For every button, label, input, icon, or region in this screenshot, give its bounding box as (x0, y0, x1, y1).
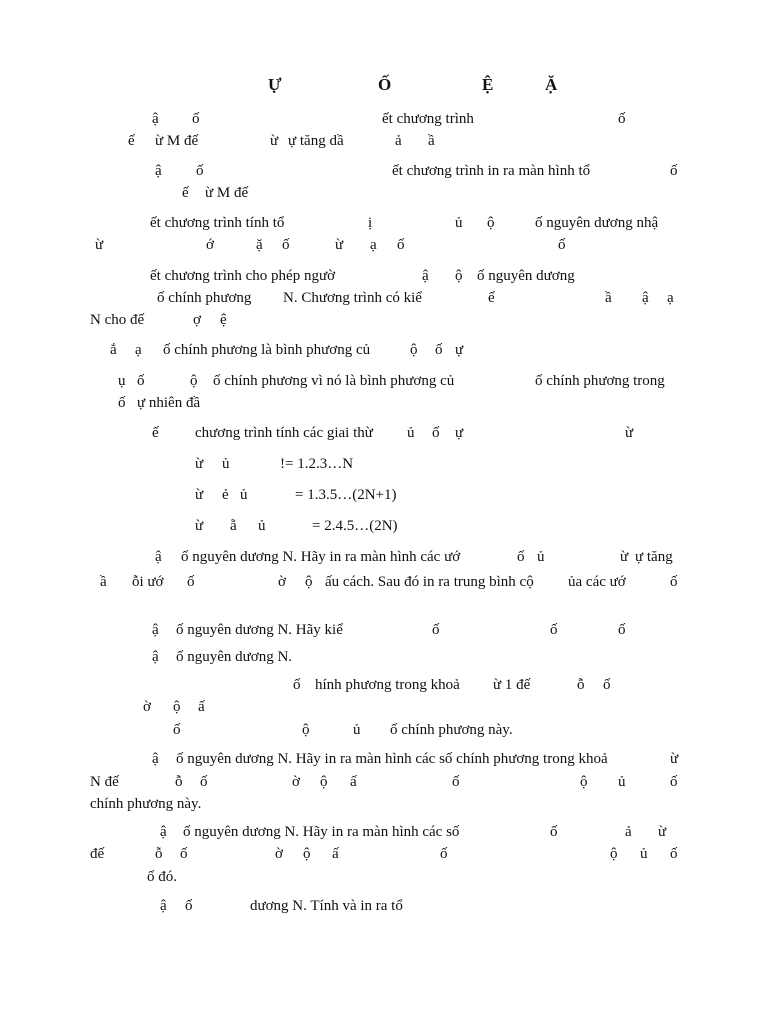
text-fragment: ụ (118, 373, 126, 389)
text-fragment: ậ (155, 549, 162, 565)
text-fragment: đế (90, 846, 105, 862)
text-fragment: ế (128, 133, 135, 149)
text-fragment: ộ (320, 774, 328, 790)
text-fragment: ủ (353, 722, 361, 738)
text-fragment: ẵ (230, 518, 237, 534)
text-fragment: ừ M đế (205, 185, 249, 201)
text-fragment: N. Chương trình có kiể (283, 290, 422, 306)
text-fragment: hính phương trong khoả (315, 677, 460, 693)
text-fragment: ệ (220, 312, 227, 328)
text-fragment: ố (293, 677, 301, 693)
text-fragment: ị (368, 215, 373, 231)
text-fragment: ết chương trình (382, 111, 474, 127)
text-fragment: != 1.2.3…N (280, 456, 354, 472)
text-fragment: ộ (302, 722, 310, 738)
text-fragment: ộ (455, 268, 463, 284)
text-fragment: ừ (195, 456, 204, 472)
text-fragment: ỗi ướ (132, 574, 164, 590)
text-fragment: ủa các ướ (568, 574, 626, 590)
text-fragment: ạ (667, 290, 674, 306)
text-fragment: ủ (455, 215, 463, 231)
text-fragment: ỗ (155, 846, 163, 862)
text-fragment: ậ (155, 163, 162, 179)
text-fragment: ết chương trình cho phép ngườ (150, 268, 336, 284)
text-fragment: ậ (152, 649, 159, 665)
text-fragment: ự tăng dầ (288, 133, 344, 149)
text-fragment: ố (118, 395, 126, 411)
text-fragment: ờ (275, 846, 283, 862)
text-fragment: ố (618, 111, 626, 127)
text-fragment: ừ (195, 487, 204, 503)
text-fragment: ố nguyên dương N. (176, 649, 293, 665)
text-fragment: ố đó. (147, 869, 177, 885)
text-fragment: ố nguyên dương N. Hãy in ra màn hình các số chính phương trong khoả (176, 751, 608, 767)
text-fragment: ậ (642, 290, 649, 306)
text-fragment: ả (625, 824, 632, 840)
text-fragment: ờ (143, 699, 151, 715)
text-fragment: ủ (407, 425, 415, 441)
text-fragment: ố nguyên dương (477, 268, 575, 284)
text-fragment: ộ (190, 373, 198, 389)
text-fragment: ộ (580, 774, 588, 790)
text-fragment: ự (455, 342, 464, 358)
text-fragment: ộ (305, 574, 313, 590)
text-fragment: ố nguyên dương N. Hãy kiể (176, 622, 343, 638)
text-fragment: ố nguyên dương N. Hãy in ra màn hình các số (183, 824, 460, 840)
text-fragment: ố (173, 722, 181, 738)
text-fragment: ấu cách. Sau đó in ra trung bình cộ (325, 574, 534, 590)
text-fragment: ố (618, 622, 626, 638)
text-fragment: ết chương trình tính tổ (150, 215, 285, 231)
text-fragment: ừ (95, 237, 104, 253)
text-fragment: ố nguyên dương nhậ (535, 215, 659, 231)
text-fragment: ố (397, 237, 405, 253)
text-fragment: ố chính phương vì nó là bình phương củ (213, 373, 455, 389)
text-fragment: ộ (173, 699, 181, 715)
text-fragment: ộ (303, 846, 311, 862)
text-fragment: ờ (278, 574, 286, 590)
text-fragment: ố chính phương là bình phương củ (163, 342, 371, 358)
text-fragment: ố (185, 898, 193, 914)
text-fragment: ậ (152, 622, 159, 638)
text-fragment: ủ (240, 487, 248, 503)
text-fragment: ự tăng (635, 549, 673, 565)
text-fragment: ậ (422, 268, 429, 284)
text-fragment: ừ (670, 751, 679, 767)
text-fragment: ố (452, 774, 460, 790)
text-fragment: ậ (160, 898, 167, 914)
text-fragment: ế (182, 185, 189, 201)
text-fragment: ấ (350, 774, 357, 790)
text-fragment: ậ (152, 751, 159, 767)
text-fragment: ố chính phương này. (390, 722, 513, 738)
title-fragment: Ự (268, 75, 282, 94)
text-fragment: ấ (332, 846, 339, 862)
text-fragment: ố (670, 163, 678, 179)
text-fragment: ừ (625, 425, 634, 441)
text-fragment: ừ (270, 133, 279, 149)
text-fragment: ố chính phương trong (535, 373, 665, 389)
text-fragment: ầ (605, 290, 612, 306)
text-fragment: ừ M đế (155, 133, 199, 149)
text-fragment: = 2.4.5…(2N) (312, 518, 398, 534)
text-fragment: ự nhiên đầ (137, 395, 201, 411)
text-fragment: ố (670, 846, 678, 862)
text-fragment: ố (200, 774, 208, 790)
text-fragment: ẻ (222, 487, 229, 503)
text-fragment: ủ (258, 518, 266, 534)
text-fragment: ừ (658, 824, 667, 840)
text-fragment: ạ (370, 237, 377, 253)
text-fragment: ủ (618, 774, 626, 790)
text-fragment: ố chính phương (157, 290, 252, 306)
title-fragment: Ặ (545, 75, 558, 94)
text-fragment: chương trình tính các giai thừ (195, 425, 373, 441)
text-fragment: chính phương này. (90, 796, 202, 812)
text-fragment: ầ (428, 133, 435, 149)
text-fragment: ộ (410, 342, 418, 358)
text-fragment: ự (455, 425, 464, 441)
text-fragment: ả (395, 133, 402, 149)
text-fragment: ộ (610, 846, 618, 862)
text-fragment: ầ (100, 574, 107, 590)
text-fragment: ố (137, 373, 145, 389)
text-fragment: ố (435, 342, 443, 358)
text-fragment: ờ (292, 774, 300, 790)
text-fragment: ỗ (175, 774, 183, 790)
text-fragment: ố (192, 111, 200, 127)
text-fragment: ộ (487, 215, 495, 231)
text-fragment: ố (187, 574, 195, 590)
text-fragment: N đế (90, 774, 119, 790)
text-fragment: = 1.3.5…(2N+1) (295, 487, 397, 503)
text-fragment: ủ (640, 846, 648, 862)
text-fragment: ặ (256, 237, 263, 253)
text-fragment: ậ (152, 111, 159, 127)
title-fragment: Ệ (482, 75, 494, 94)
text-fragment: ố nguyên dương N. Hãy in ra màn hình các ướ (181, 549, 461, 565)
text-fragment: ố (517, 549, 525, 565)
text-fragment: ố (432, 425, 440, 441)
text-fragment: ố (282, 237, 290, 253)
text-fragment: N cho đế (90, 312, 145, 328)
text-fragment: ợ (193, 312, 201, 328)
text-fragment: ừ (195, 518, 204, 534)
text-fragment: ừ 1 đế (493, 677, 531, 693)
text-fragment: ố (432, 622, 440, 638)
text-fragment: ố (440, 846, 448, 862)
text-fragment: ố (670, 774, 678, 790)
text-fragment: ắ (110, 342, 117, 358)
text-fragment: ế (152, 425, 159, 441)
text-fragment: ố (550, 824, 558, 840)
text-fragment: ạ (135, 342, 142, 358)
text-fragment: ỗ (577, 677, 585, 693)
title-fragment: Ố (378, 75, 392, 94)
text-fragment: ủ (222, 456, 230, 472)
text-fragment: ố (670, 574, 678, 590)
text-fragment: ừ (620, 549, 629, 565)
text-fragment: ố (550, 622, 558, 638)
text-fragment: ớ (206, 237, 214, 253)
text-fragment: ết chương trình in ra màn hình tổ (392, 163, 591, 179)
text-fragment: ố (180, 846, 188, 862)
text-fragment: ủ (537, 549, 545, 565)
text-fragment: ố (558, 237, 566, 253)
text-fragment: ậ (160, 824, 167, 840)
text-fragment: ế (488, 290, 495, 306)
text-fragment: ố (196, 163, 204, 179)
text-fragment: ừ (335, 237, 344, 253)
text-fragment: ố (603, 677, 611, 693)
text-fragment: dương N. Tính và in ra tổ (250, 898, 403, 914)
text-fragment: ấ (198, 699, 205, 715)
